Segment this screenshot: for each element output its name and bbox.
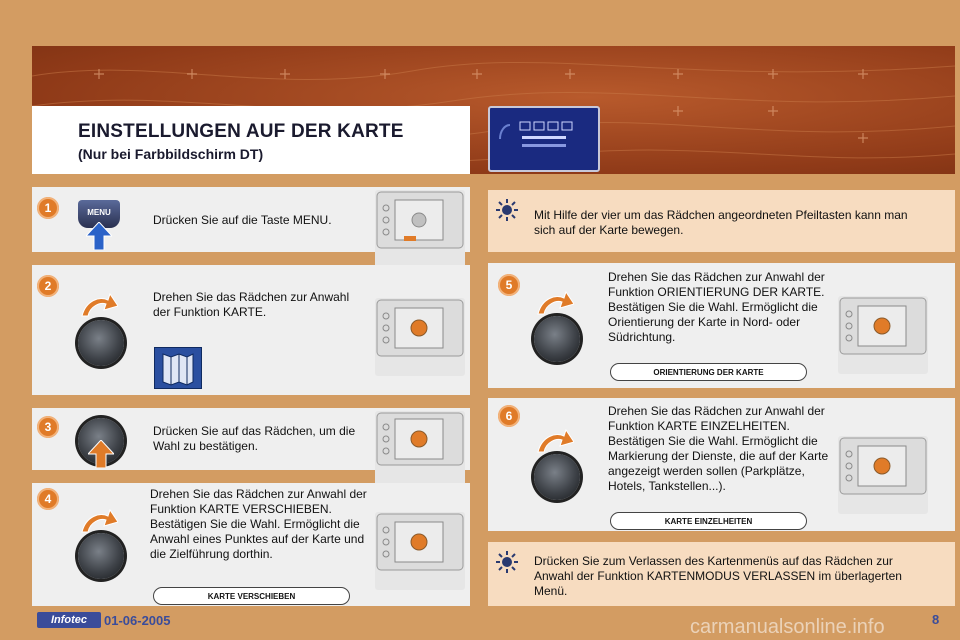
press-arrow-icon — [88, 440, 114, 468]
rotary-knob-image — [78, 320, 124, 366]
screen-menu-icon — [490, 108, 598, 170]
step-6-text: Drehen Sie das Rädchen zur Anwahl der Funktion KARTE EINZELHEITEN. Bestätigen Sie die Wahl. Ermöglicht die Markierung der Dienste, die auf der Karte angezeigt werden sollen (Parkplätze, Hotels, Tankstellen...). — [608, 404, 829, 493]
menu-button-image: MENU — [78, 200, 120, 228]
rotate-arrow-icon — [78, 292, 118, 318]
step-1-badge: 1 — [37, 197, 59, 219]
map-icon — [154, 347, 202, 389]
step-5-text: Drehen Sie das Rädchen zur Anwahl der Funktion ORIENTIERUNG DER KARTE. Bestätigen Sie die Wahl. Ermöglicht die Orientierung der Karte in Nord- oder Südrichtung. — [608, 270, 825, 344]
radio-panel-image — [375, 512, 465, 590]
rotate-arrow-icon — [78, 508, 118, 534]
rotary-knob-image — [78, 533, 124, 579]
function-label-pill: ORIENTIERUNG DER KARTE — [610, 363, 807, 381]
radio-panel-image — [375, 190, 465, 268]
step-2-text: Drehen Sie das Rädchen zur Anwahl der Funktion KARTE. — [153, 290, 350, 319]
radio-panel-image — [375, 298, 465, 376]
page-subtitle: (Nur bei Farbbildschirm DT) — [78, 146, 264, 162]
info-sun-icon — [496, 551, 518, 573]
step-4-badge: 4 — [37, 488, 59, 510]
step-3-badge: 3 — [37, 416, 59, 438]
tip-1-text: Mit Hilfe der vier um das Rädchen angeordneten Pfeiltasten kann man sich auf der Karte bewegen. — [534, 208, 908, 237]
step-4-text: Drehen Sie das Rädchen zur Anwahl der Funktion KARTE VERSCHIEBEN. Bestätigen Sie die Wahl. Ermöglicht die Anwahl eines Punktes auf der Karte und die Zielführung dorthin. — [150, 487, 367, 561]
press-arrow-icon — [86, 222, 112, 250]
step-5-badge: 5 — [498, 274, 520, 296]
rotary-knob-image — [534, 316, 580, 362]
info-sun-icon — [496, 199, 518, 221]
radio-panel-image — [838, 296, 928, 374]
radio-panel-image — [838, 436, 928, 514]
step-1-text: Drücken Sie auf die Taste MENU. — [153, 213, 332, 227]
rotary-knob-image — [534, 454, 580, 500]
infotec-logo: Infotec — [37, 612, 101, 628]
footer-date: 01-06-2005 — [104, 613, 171, 628]
display-screen-image — [488, 106, 600, 172]
rotate-arrow-icon — [534, 428, 574, 454]
step-2-badge: 2 — [37, 275, 59, 297]
radio-panel-image — [375, 411, 465, 489]
tip-2-text: Drücken Sie zum Verlassen des Kartenmenüs auf das Rädchen zur Anwahl der Funktion KARTENMODUS VERLASSEN im überlagerten Menü. — [534, 554, 902, 598]
step-6-badge: 6 — [498, 405, 520, 427]
rotate-arrow-icon — [534, 290, 574, 316]
step-3-text: Drücken Sie auf das Rädchen, um die Wahl zu bestätigen. — [153, 424, 356, 453]
function-label-pill: KARTE EINZELHEITEN — [610, 512, 807, 530]
page-title: EINSTELLUNGEN AUF DER KARTE — [78, 121, 404, 142]
watermark: carmanualsonline.info — [690, 616, 885, 638]
page-number: 8 — [932, 612, 940, 627]
function-label-pill: KARTE VERSCHIEBEN — [153, 587, 350, 605]
